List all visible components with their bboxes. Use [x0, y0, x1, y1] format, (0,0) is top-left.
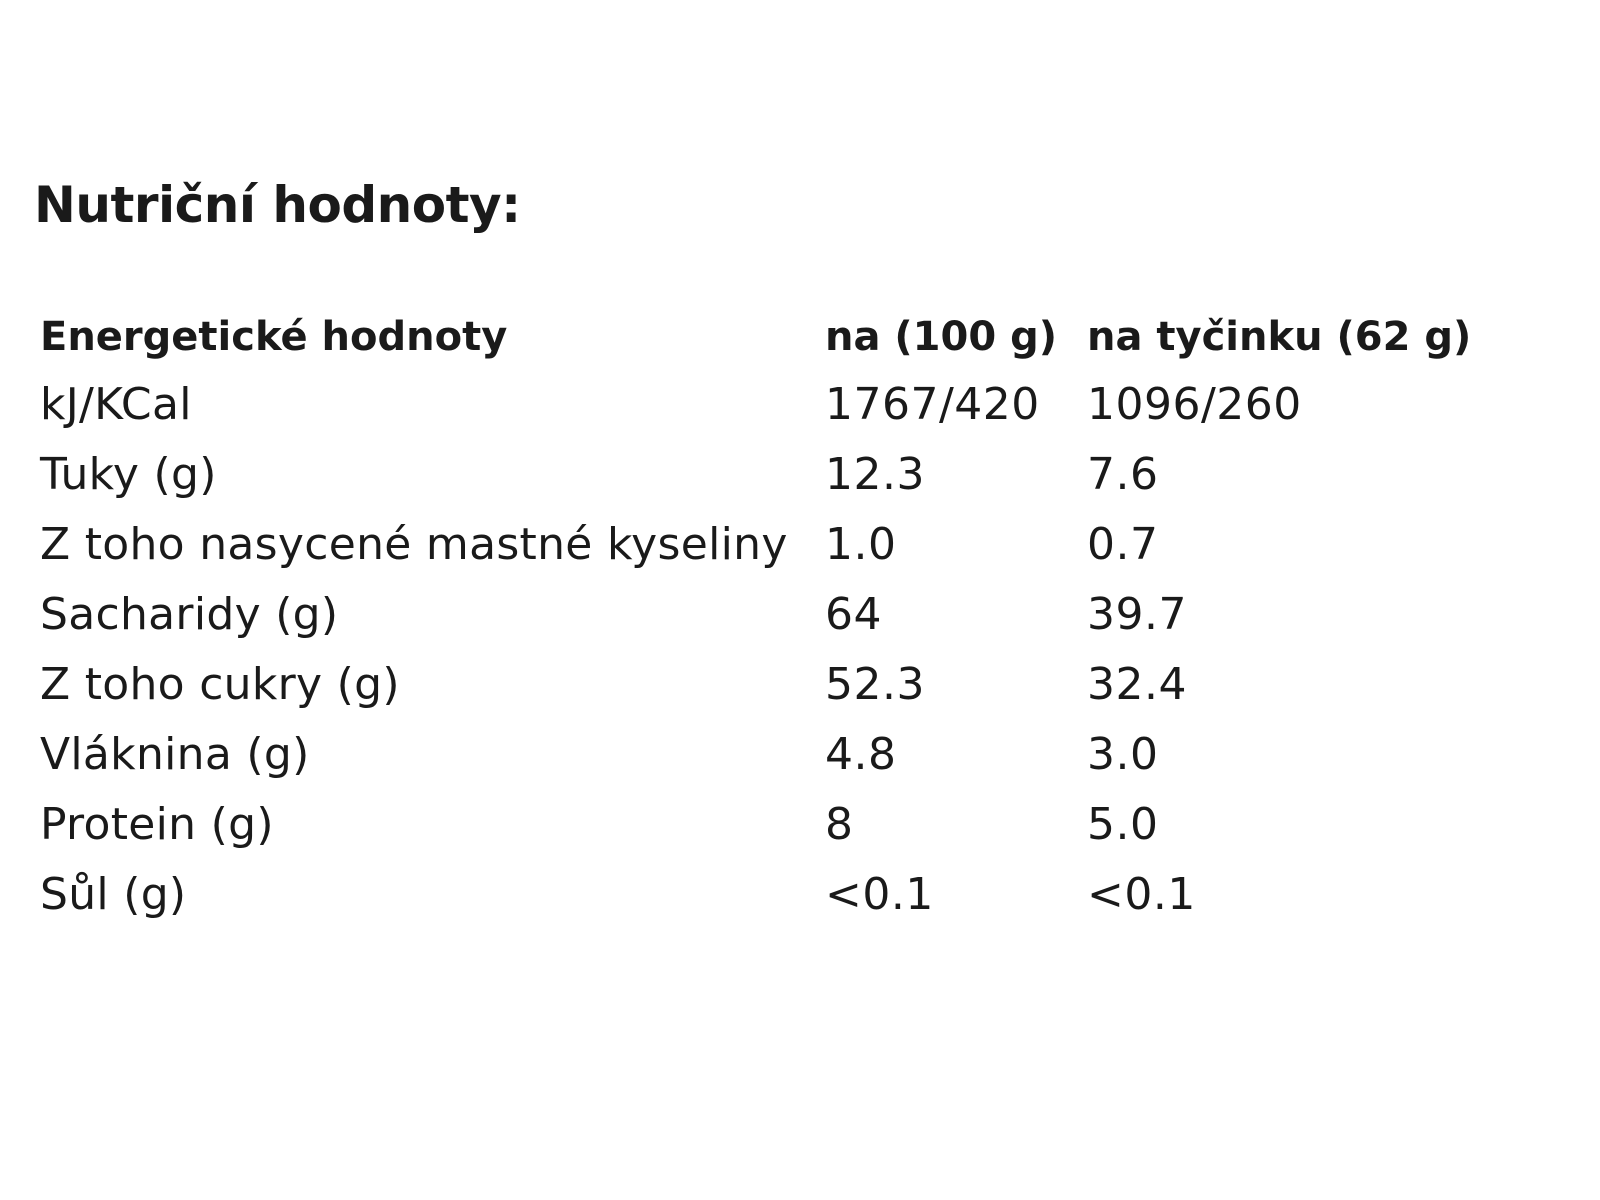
- table-header-row: [40, 304, 1527, 370]
- row-value-per-bar: 32.4: [1087, 659, 1187, 710]
- row-value-per-bar: 5.0: [1087, 799, 1159, 850]
- table-row: [40, 790, 1527, 860]
- row-label: Protein (g): [40, 799, 274, 850]
- header-per-100g: na (100 g): [825, 314, 1058, 360]
- row-label: Sacharidy (g): [40, 589, 339, 640]
- row-value-per-bar: 3.0: [1087, 729, 1159, 780]
- row-label: Sůl (g): [40, 869, 187, 920]
- row-value-per-100g: 1.0: [825, 519, 897, 570]
- row-value-per-100g: 8: [825, 799, 854, 850]
- row-value-per-bar: 7.6: [1087, 449, 1159, 500]
- table-row: [40, 860, 1527, 930]
- table-row: [40, 650, 1527, 720]
- row-value-per-100g: 64: [825, 589, 882, 640]
- page-title: Nutriční hodnoty:: [34, 176, 521, 234]
- table-row: [40, 370, 1527, 440]
- header-per-bar: na tyčinku (62 g): [1087, 314, 1472, 360]
- row-value-per-bar: 0.7: [1087, 519, 1159, 570]
- table-row: [40, 440, 1527, 510]
- row-value-per-100g: 12.3: [825, 449, 925, 500]
- table-row: [40, 510, 1527, 580]
- row-label: kJ/KCal: [40, 379, 192, 430]
- row-label: Z toho cukry (g): [40, 659, 400, 710]
- row-value-per-100g: 1767/420: [825, 379, 1040, 430]
- row-value-per-bar: 39.7: [1087, 589, 1187, 640]
- row-value-per-100g: 4.8: [825, 729, 897, 780]
- table-row: [40, 580, 1527, 650]
- row-label: Vláknina (g): [40, 729, 310, 780]
- row-label: Z toho nasycené mastné kyseliny: [40, 519, 788, 570]
- row-value-per-100g: <0.1: [825, 869, 934, 920]
- row-value-per-bar: <0.1: [1087, 869, 1196, 920]
- row-value-per-bar: 1096/260: [1087, 379, 1302, 430]
- row-label: Tuky (g): [40, 449, 217, 500]
- table-row: [40, 720, 1527, 790]
- header-energy-values: Energetické hodnoty: [40, 314, 508, 360]
- row-value-per-100g: 52.3: [825, 659, 925, 710]
- nutrition-table: [40, 304, 1527, 930]
